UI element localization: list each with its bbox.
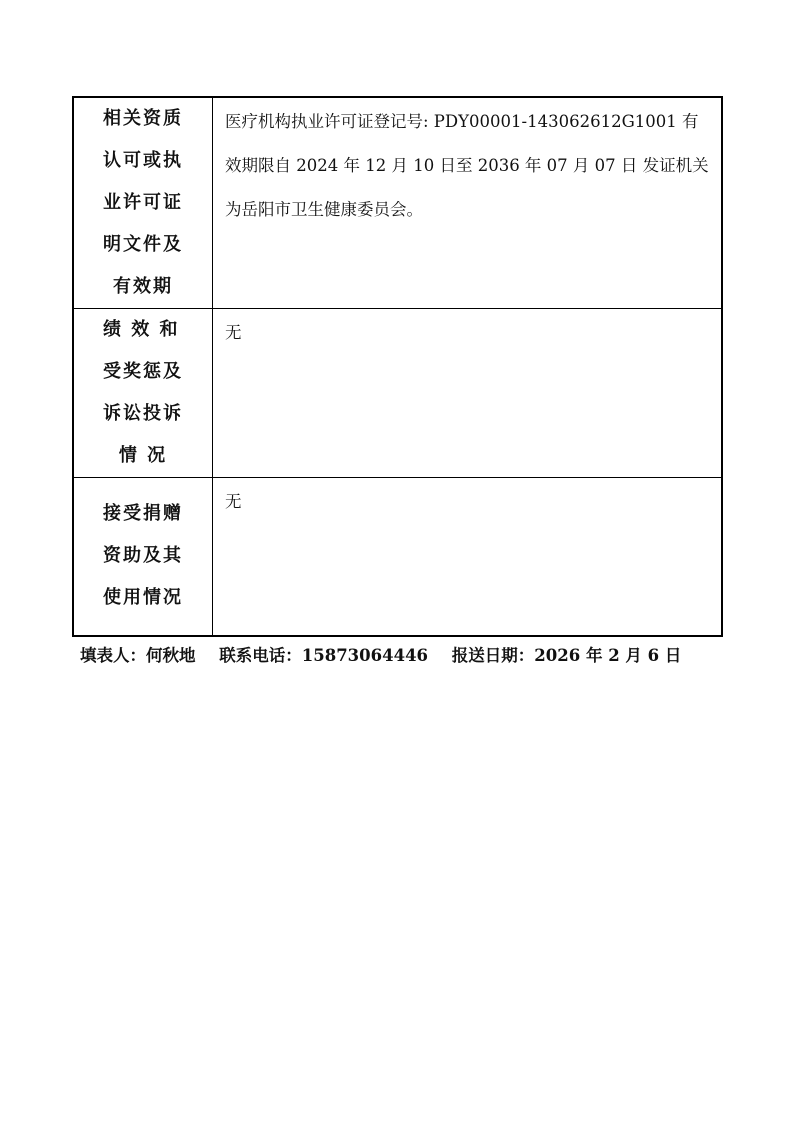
row-content: [213, 309, 723, 478]
content-line: 医疗机构执业许可证登记号: PDY00001-143062612G1001 有: [225, 112, 699, 131]
form-footer: [80, 642, 681, 666]
table-row: [73, 309, 722, 478]
label-line: 相关资质: [103, 108, 183, 129]
row-content: [213, 478, 723, 636]
content-line: 为岳阳市卫生健康委员会。: [225, 200, 423, 219]
content-line: 无: [225, 492, 242, 511]
label-line: 诉讼投诉: [103, 403, 183, 424]
label-line: 使用情况: [103, 587, 183, 609]
info-table: [72, 96, 723, 637]
row-content: [213, 97, 723, 309]
filler-name: 填表人：何秋地: [80, 646, 196, 665]
label-line: 有效期: [113, 276, 173, 297]
label-line: 绩 效 和: [103, 319, 180, 340]
label-line: 情 况: [118, 445, 168, 466]
label-line: 认可或执: [103, 150, 183, 171]
contact-phone: 联系电话：15873064446: [219, 646, 429, 665]
label-line: 明文件及: [103, 234, 183, 255]
table-row: [73, 478, 722, 636]
content-line: 无: [225, 323, 242, 342]
row-label: [73, 309, 213, 478]
row-label: [73, 478, 213, 636]
content-line: 效期限自 2024 年 12 月 10 日至 2036 年 07 月 07 日 发证机关: [225, 156, 709, 175]
label-line: 业许可证: [103, 192, 183, 213]
submit-date: 报送日期：2026 年 2 月 6 日: [451, 646, 682, 665]
label-line: 受奖惩及: [103, 361, 183, 382]
label-line: 接受捐赠: [103, 503, 183, 525]
row-label: [73, 97, 213, 309]
label-line: 资助及其: [103, 545, 183, 567]
table-row: [73, 97, 722, 309]
